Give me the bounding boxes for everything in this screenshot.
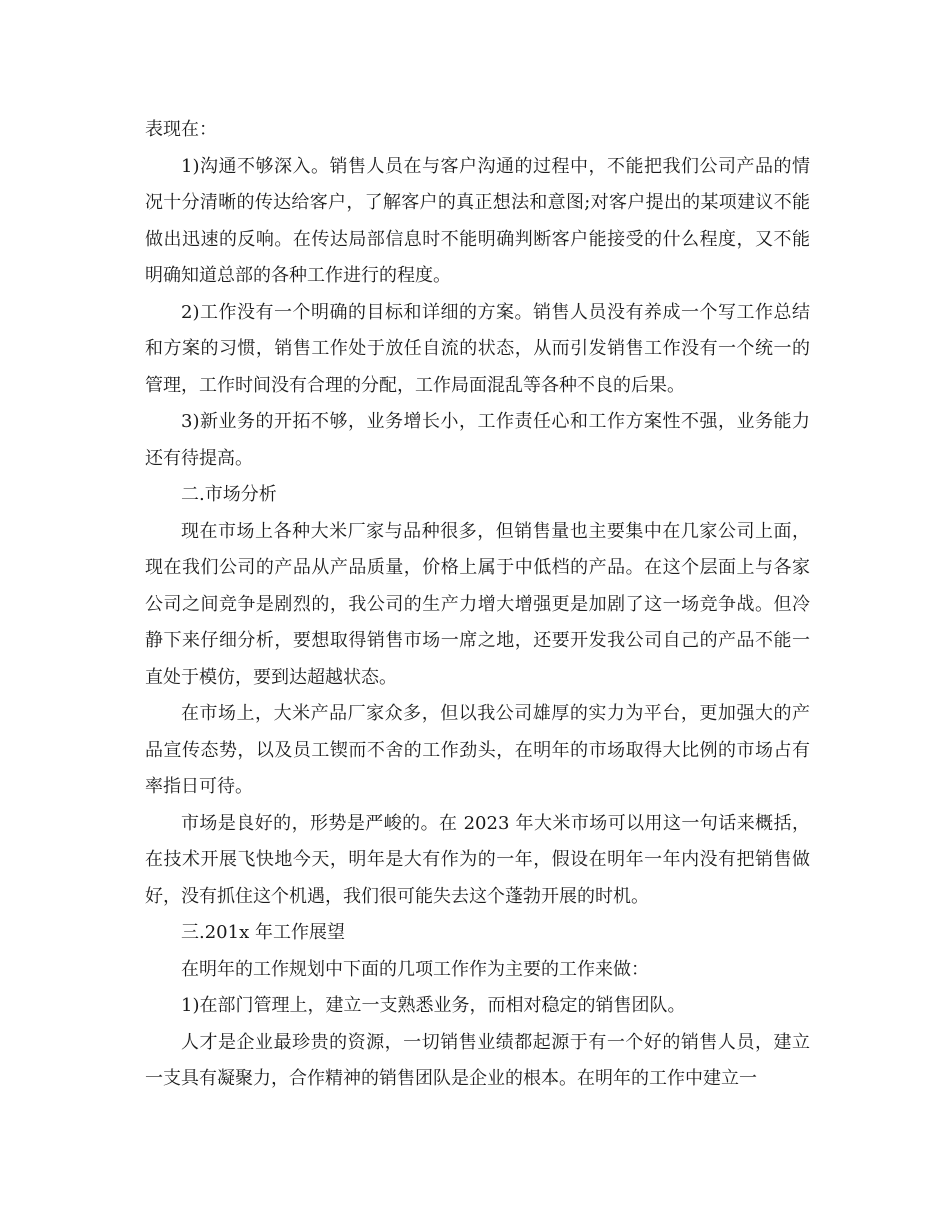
paragraph-4: 3)新业务的开拓不够，业务增长小，工作责任心和工作方案性不强，业务能力还有待提高。	[145, 411, 810, 469]
paragraph-12: 人才是企业最珍贵的资源，一切销售业绩都起源于有一个好的销售人员，建立一支具有凝聚力，合作精神的销售团队是企业的根本。在明年的工作中建立一	[145, 1031, 810, 1089]
paragraph-10: 在明年的工作规划中下面的几项工作作为主要的工作来做：	[181, 958, 649, 980]
paragraph-6: 现在市场上各种大米厂家与品种很多，但销售量也主要集中在几家公司上面，现在我们公司的产品从产品质量，价格上属于中低档的产品。在这个层面上与各家公司之间竞争是剧烈的，我公司的生产力增大增强更是加剧了这一场竞争战。但冷静下来仔细分析，要想取得销售市场一席之地，还要开发我公司自己的产品不能一直处于模仿，要到达超越状态。	[145, 520, 810, 688]
document-body	[145, 112, 810, 1098]
paragraph-11: 1)在部门管理上，建立一支熟悉业务，而相对稳定的销售团队。	[181, 995, 686, 1016]
paragraph-8: 市场是良好的，形势是严峻的。在 2023 年大米市场可以用这一句话来概括，在技术开展飞快地今天，明年是大有作为的一年，假设在明年一年内没有把销售做好，没有抓住这个机遇，我们很可能失去这个蓬勃开展的时机。	[145, 812, 810, 907]
paragraph-7: 在市场上，大米产品厂家众多，但以我公司雄厚的实力为平台，更加强大的产品宣传态势，以及员工锲而不舍的工作劲头，在明年的市场取得大比例的市场占有率指日可待。	[145, 703, 810, 797]
paragraph-1: 表现在：	[145, 119, 217, 140]
paragraph-3: 2)工作没有一个明确的目标和详细的方案。销售人员没有养成一个写工作总结和方案的习惯，销售工作处于放任自流的状态，从而引发销售工作没有一个统一的管理，工作时间没有合理的分配，工作局面混乱等各种不良的后果。	[145, 301, 810, 396]
section-heading-work-outlook: 三.201x 年工作展望	[181, 922, 345, 943]
paragraph-2: 1)沟通不够深入。销售人员在与客户沟通的过程中，不能把我们公司产品的情况十分清晰的传达给客户，了解客户的真正想法和意图;对客户提出的某项建议不能做出迅速的反响。在传达局部信息时不能明确判断客户能接受的什么程度，又不能明确知道总部的各种工作进行的程度。	[145, 155, 810, 286]
section-heading-market-analysis: 二.市场分析	[181, 484, 277, 505]
